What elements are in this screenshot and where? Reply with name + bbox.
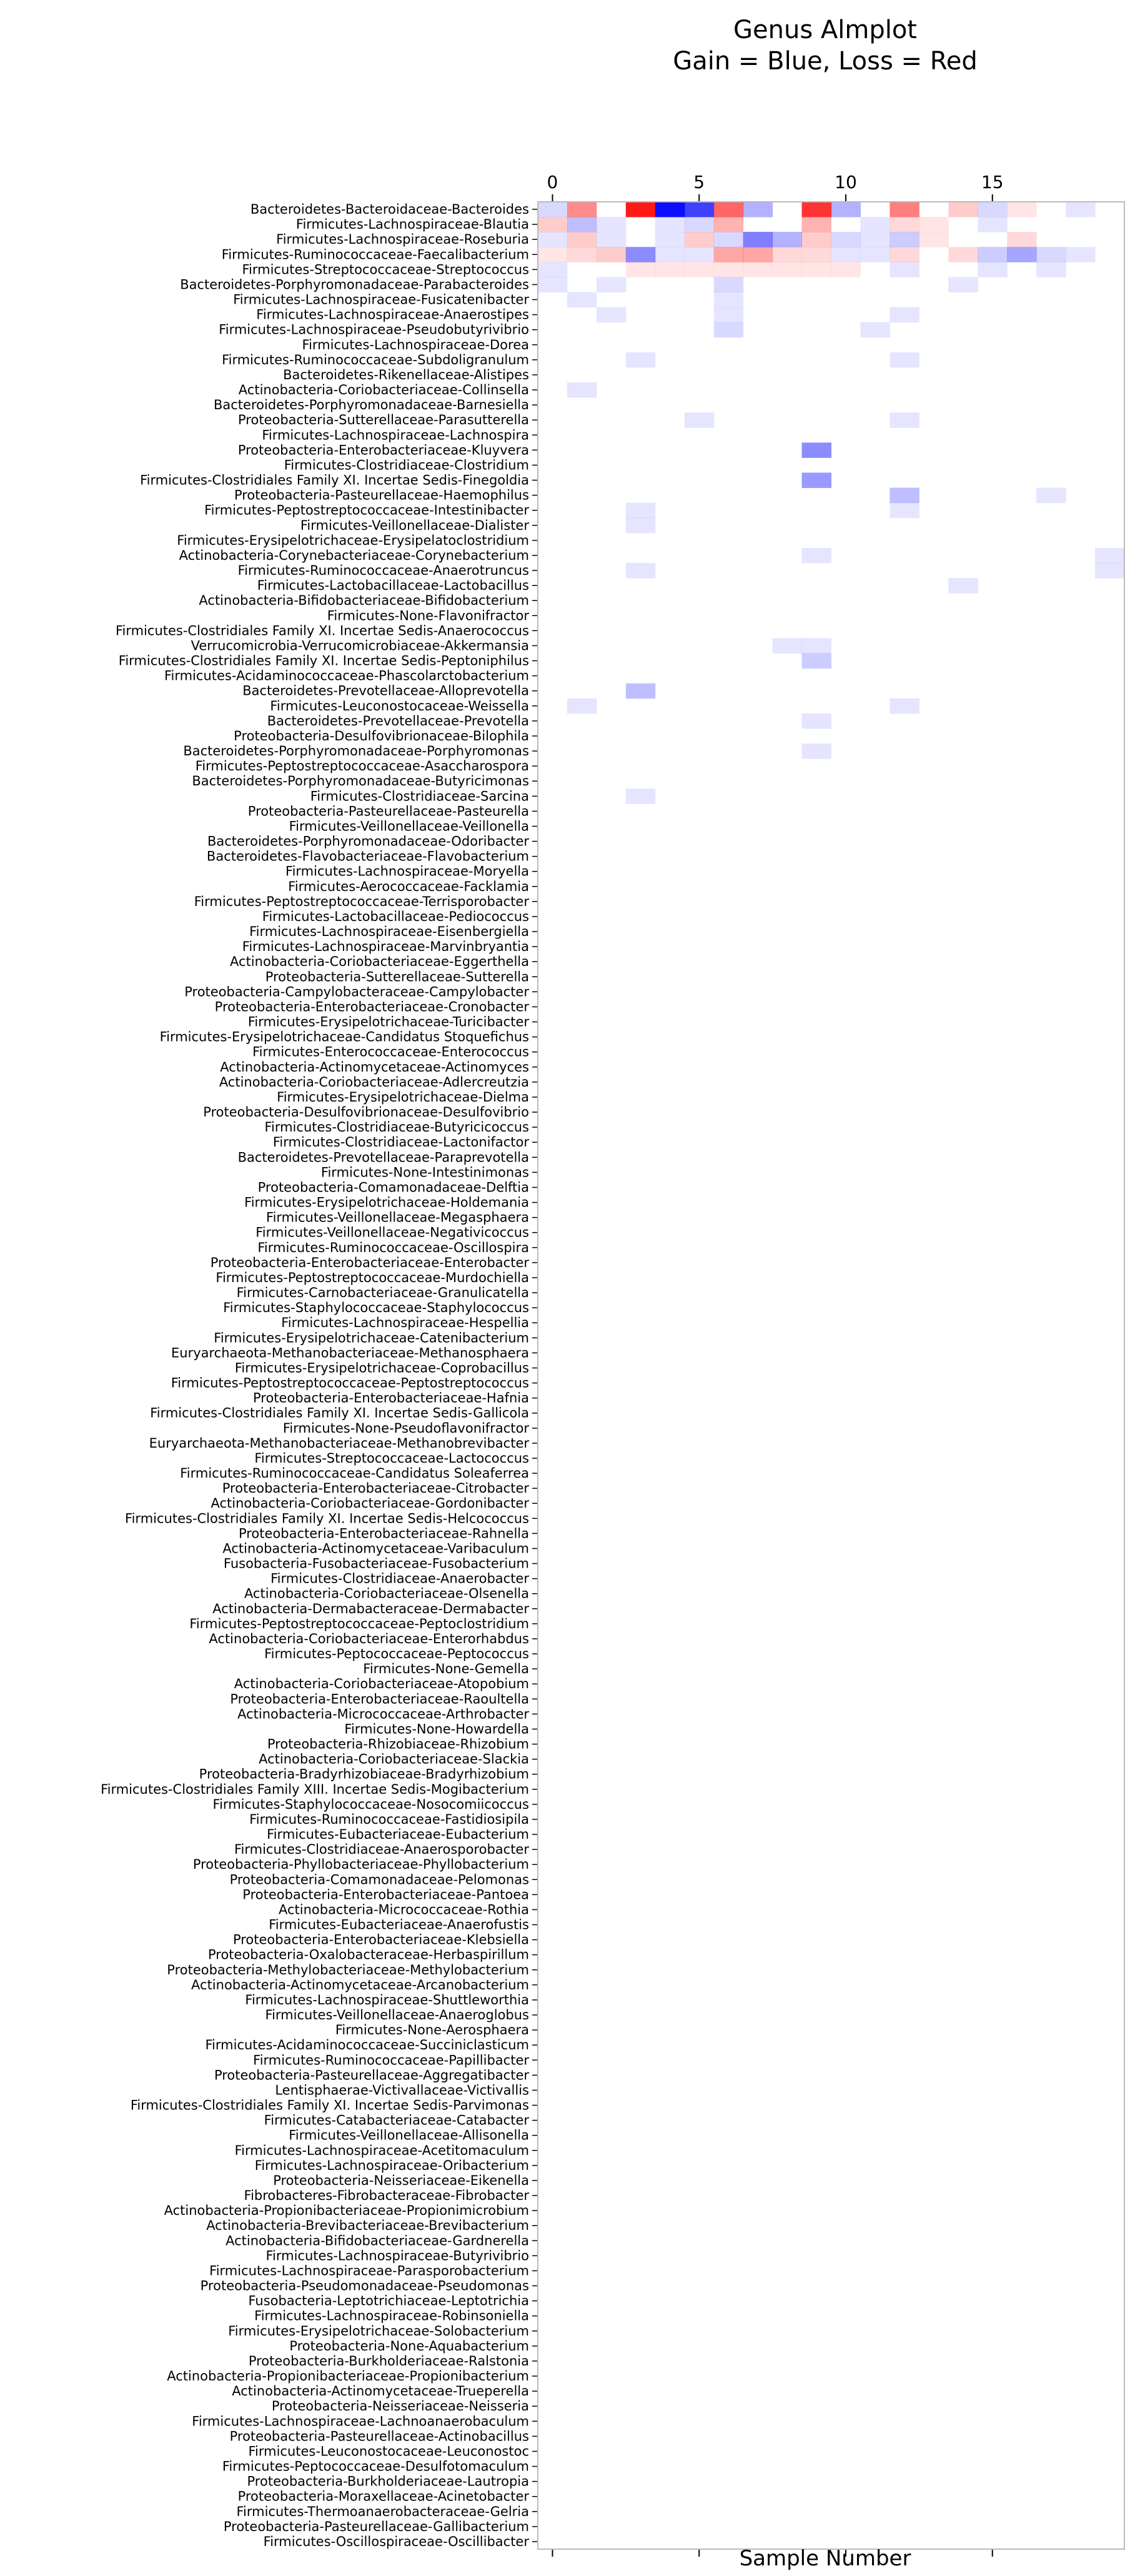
heatmap-cell	[743, 202, 773, 217]
heatmap-cell	[597, 217, 626, 232]
genus-label: Firmicutes-Lactobacillaceae-Lactobacillus	[257, 578, 529, 594]
heatmap-cell	[655, 232, 685, 247]
genus-label: Firmicutes-Eubacteriaceae-Anaerofustis	[269, 1917, 529, 1932]
genus-label: Firmicutes-Lactobacillaceae-Pediococcus	[262, 908, 529, 924]
genus-label: Firmicutes-Veillonellaceae-Veillonella	[289, 818, 529, 834]
heatmap-cell	[860, 247, 890, 262]
heatmap-cell	[626, 684, 655, 699]
chart-title: Genus Almplot	[733, 16, 917, 44]
genus-label: Firmicutes-Veillonellaceae-Anaeroglobus	[265, 2007, 529, 2023]
genus-label: Euryarchaeota-Methanobacteriaceae-Methanobrevibacter	[149, 1435, 529, 1451]
heatmap-cell	[948, 202, 978, 217]
genus-label: Proteobacteria-Bradyrhizobiaceae-Bradyrhizobium	[199, 1766, 529, 1782]
genus-label: Firmicutes-Lachnospiraceae-Pseudobutyrivibrio	[219, 322, 529, 337]
genus-label: Firmicutes-Ruminococcaceae-Papillibacter	[253, 2052, 529, 2068]
genus-label: Proteobacteria-Oxalobacteraceae-Herbaspirillum	[207, 1947, 529, 1962]
heatmap-cells	[538, 202, 1125, 804]
heatmap-cell	[890, 352, 919, 368]
genus-label: Firmicutes-Peptostreptococcaceae-Peptoclostridium	[189, 1616, 529, 1631]
heatmap-cell	[597, 247, 626, 262]
heatmap-cell	[802, 262, 831, 277]
heatmap-cell	[714, 307, 743, 323]
heatmap-cell	[538, 247, 567, 262]
heatmap-cell	[626, 262, 655, 277]
heatmap-cell	[802, 232, 831, 247]
heatmap-cell	[831, 247, 861, 262]
genus-label: Proteobacteria-Burkholderiaceae-Ralstonia	[248, 2353, 529, 2369]
genus-label: Proteobacteria-Sutterellaceae-Sutterella	[265, 969, 529, 985]
genus-label: Firmicutes-Lachnospiraceae-Hespellia	[281, 1315, 529, 1331]
heatmap-cell	[714, 247, 743, 262]
genus-label: Proteobacteria-Enterobacteriaceae-Cronobacter	[214, 999, 529, 1015]
genus-label: Firmicutes-Veillonellaceae-Negativicoccus	[255, 1225, 529, 1240]
genus-label: Actinobacteria-Actinomycetaceae-Arcanobacterium	[191, 1977, 529, 1992]
heatmap-cell	[890, 488, 919, 504]
heatmap-cell	[978, 202, 1007, 217]
genus-label: Firmicutes-Clostridiaceae-Sarcina	[310, 788, 529, 804]
heatmap-cell	[831, 202, 861, 217]
genus-label: Firmicutes-Lachnospiraceae-Dorea	[302, 337, 529, 352]
genus-label: Lentisphaerae-Victivallaceae-Victivallis	[275, 2082, 529, 2098]
heatmap-cell	[626, 503, 655, 519]
genus-label: Firmicutes-None-Flavonifractor	[327, 608, 529, 624]
heatmap-cell	[567, 247, 597, 262]
genus-label: Bacteroidetes-Prevotellaceae-Alloprevotella	[242, 683, 529, 699]
genus-label: Proteobacteria-Phyllobacteriaceae-Phyllobacterium	[192, 1857, 529, 1872]
heatmap-cell	[1036, 488, 1066, 504]
heatmap-cell	[626, 202, 655, 217]
genus-label: Proteobacteria-Comamonadaceae-Pelomonas	[229, 1872, 529, 1887]
genus-label: Actinobacteria-Coriobacteriaceae-Enterorhabdus	[209, 1631, 529, 1646]
genus-label: Firmicutes-Oscillospiraceae-Oscillibacter	[263, 2534, 529, 2549]
genus-label: Firmicutes-Veillonellaceae-Allisonella	[289, 2127, 529, 2143]
heatmap-cell	[860, 232, 890, 247]
heatmap-cell	[802, 548, 831, 564]
genus-label: Firmicutes-Peptostreptococcaceae-Murdochiella	[216, 1270, 529, 1285]
heatmap-cell	[714, 202, 743, 217]
genus-label: Firmicutes-Lachnospiraceae-Anaerostipes	[256, 307, 529, 322]
genus-label: Bacteroidetes-Prevotellaceae-Prevotella	[267, 713, 529, 729]
heatmap-cell	[743, 247, 773, 262]
genus-label: Firmicutes-Erysipelotrichaceae-Turicibacter	[247, 1014, 529, 1030]
genus-label: Actinobacteria-Dermabacteraceae-Dermabacter	[212, 1601, 529, 1616]
genus-label: Firmicutes-Ruminococcaceae-Fastidiosipila	[249, 1811, 529, 1827]
genus-label: Actinobacteria-Coriobacteriaceae-Collinsella	[238, 382, 529, 398]
heatmap-cell	[890, 412, 919, 428]
heatmap-cell	[714, 262, 743, 277]
heatmap-cell	[978, 262, 1007, 277]
heatmap-cell	[948, 578, 978, 594]
genus-label: Actinobacteria-Actinomycetaceae-Trueperella	[232, 2384, 529, 2399]
genus-label: Firmicutes-Staphylococcaceae-Staphylococcus	[223, 1300, 529, 1316]
genus-label: Bacteroidetes-Flavobacteriaceae-Flavobacterium	[206, 848, 529, 864]
heatmap-cell	[714, 322, 743, 338]
genus-label: Firmicutes-Lachnospiraceae-Oribacterium	[254, 2157, 529, 2173]
genus-label: Firmicutes-Erysipelotrichaceae-Solobacterium	[228, 2323, 529, 2339]
heatmap-cell	[948, 247, 978, 262]
genus-label: Verrucomicrobia-Verrucomicrobiaceae-Akkermansia	[191, 638, 529, 654]
genus-label: Firmicutes-Ruminococcaceae-Anaerotruncus	[237, 563, 529, 579]
genus-label: Firmicutes-Clostridiales Family XI. Incertae Sedis-Finegoldia	[140, 472, 529, 488]
genus-label: Firmicutes-Ruminococcaceae-Faecalibacterium	[221, 247, 529, 262]
genus-label: Firmicutes-Leuconostocaceae-Leuconostoc	[248, 2444, 529, 2459]
genus-label: Actinobacteria-Micrococcaceae-Rothia	[278, 1902, 529, 1917]
genus-label: Firmicutes-Peptococcaceae-Peptococcus	[264, 1646, 529, 1662]
genus-label: Firmicutes-None-Intestinimonas	[320, 1165, 529, 1180]
heatmap-cell	[831, 262, 861, 277]
genus-label: Firmicutes-Erysipelotrichaceae-Erysipelatoclostridium	[177, 532, 529, 548]
heatmap-cell	[802, 247, 831, 262]
genus-label: Firmicutes-Lachnospiraceae-Shuttleworthia	[245, 1992, 529, 2007]
genus-label: Proteobacteria-Pseudomonadaceae-Pseudomonas	[200, 2278, 529, 2294]
genus-label: Actinobacteria-Actinomycetaceae-Varibaculum	[222, 1541, 529, 1556]
genus-label: Actinobacteria-Brevibacteriaceae-Brevibacterium	[206, 2218, 529, 2234]
heatmap-cell	[948, 277, 978, 292]
genus-label: Firmicutes-Streptococcaceae-Streptococcus	[242, 262, 529, 277]
heatmap-cell	[802, 442, 831, 458]
genus-label: Firmicutes-Clostridiales Family XI. Incertae Sedis-Gallicola	[150, 1405, 529, 1421]
heatmap-cell	[802, 217, 831, 232]
genus-label: Firmicutes-Clostridiaceae-Lactonifactor	[272, 1135, 529, 1150]
heatmap-cell	[890, 202, 919, 217]
genus-label: Proteobacteria-Pasteurellaceae-Actinobacillus	[229, 2429, 529, 2444]
genus-label: Actinobacteria-Propionibacteriaceae-Propionibacterium	[167, 2369, 529, 2384]
genus-label: Proteobacteria-Neisseriaceae-Eikenella	[273, 2172, 529, 2188]
genus-label: Firmicutes-Acidaminococcaceae-Succiniclasticum	[205, 2037, 529, 2053]
genus-label: Firmicutes-Erysipelotrichaceae-Candidatus Stoquefichus	[159, 1029, 529, 1045]
heatmap-cell	[802, 202, 831, 217]
genus-label: Firmicutes-Catabacteriaceae-Catabacter	[264, 2112, 529, 2128]
genus-label: Fibrobacteres-Fibrobacteraceae-Fibrobacter	[244, 2188, 529, 2204]
genus-label: Firmicutes-Ruminococcaceae-Candidatus Soleaferrea	[180, 1466, 529, 1481]
heatmap-cell	[773, 247, 802, 262]
genus-axis-labels	[101, 202, 538, 2549]
heatmap-cell	[685, 202, 714, 217]
genus-label: Proteobacteria-Enterobacteriaceae-Citrobacter	[222, 1481, 529, 1496]
genus-label: Firmicutes-Clostridiales Family XIII. Incertae Sedis-Mogibacterium	[101, 1781, 529, 1797]
genus-label: Firmicutes-Veillonellaceae-Dialister	[300, 517, 529, 533]
genus-label: Firmicutes-Eubacteriaceae-Eubacterium	[267, 1827, 529, 1842]
genus-label: Firmicutes-Thermoanaerobacteraceae-Gelria	[236, 2504, 529, 2519]
heatmap-cell	[773, 232, 802, 247]
genus-label: Firmicutes-Ruminococcaceae-Oscillospira	[257, 1240, 529, 1255]
genus-label: Bacteroidetes-Porphyromonadaceae-Odoribacter	[207, 833, 529, 849]
heatmap-cell	[890, 307, 919, 323]
genus-label: Firmicutes-Streptococcaceae-Lactococcus	[254, 1450, 529, 1466]
heatmap-cell	[773, 638, 802, 654]
genus-label: Proteobacteria-Pasteurellaceae-Aggregatibacter	[214, 2067, 529, 2083]
genus-label: Actinobacteria-Coriobacteriaceae-Atopobium	[234, 1676, 529, 1692]
heatmap-cell	[626, 352, 655, 368]
genus-label: Firmicutes-None-Howardella	[344, 1721, 529, 1737]
genus-label: Proteobacteria-Burkholderiaceae-Lautropia	[247, 2474, 529, 2489]
heatmap-cell	[802, 714, 831, 729]
genus-label: Actinobacteria-Coriobacteriaceae-Olsenella	[244, 1586, 529, 1601]
x-axis-label: Sample Number	[739, 2546, 911, 2571]
heatmap-cell	[890, 247, 919, 262]
heatmap-cell	[1095, 548, 1124, 564]
genus-label: Bacteroidetes-Porphyromonadaceae-Barnesiella	[213, 397, 529, 413]
genus-label: Firmicutes-Enterococcaceae-Enterococcus	[252, 1044, 529, 1060]
heatmap-cell	[1066, 202, 1095, 217]
genus-label: Firmicutes-Lachnospiraceae-Lachnospira	[262, 427, 529, 443]
heatmap-cell	[714, 292, 743, 308]
heatmap-cell	[538, 202, 567, 217]
genus-label: Proteobacteria-Pasteurellaceae-Gallibacterium	[223, 2519, 529, 2534]
heatmap-cell	[890, 699, 919, 714]
heatmap-cell	[538, 262, 567, 277]
genus-label: Firmicutes-Lachnospiraceae-Lachnoanaerobaculum	[192, 2414, 529, 2429]
heatmap-cell	[655, 202, 685, 217]
genus-label: Firmicutes-Erysipelotrichaceae-Coprobacillus	[234, 1360, 529, 1376]
genus-label: Firmicutes-None-Aerosphaera	[335, 2022, 529, 2038]
genus-label: Firmicutes-Clostridiaceae-Butyricicoccus	[264, 1120, 529, 1135]
genus-label: Firmicutes-Lachnospiraceae-Marvinbryantia	[242, 939, 529, 955]
heatmap-cell	[860, 217, 890, 232]
heatmap-cell	[597, 277, 626, 292]
x-tick-label: 0	[547, 172, 558, 192]
heatmap-cell	[538, 232, 567, 247]
genus-label: Bacteroidetes-Prevotellaceae-Paraprevotella	[237, 1150, 529, 1165]
genus-label: Firmicutes-Erysipelotrichaceae-Catenibacterium	[214, 1330, 529, 1346]
genus-label: Bacteroidetes-Bacteroidaceae-Bacteroides	[250, 202, 529, 217]
genus-label: Firmicutes-Carnobacteriaceae-Granulicatella	[236, 1285, 529, 1301]
genus-label: Proteobacteria-Desulfovibrionaceae-Bilophila	[234, 728, 529, 743]
genus-label: Bacteroidetes-Porphyromonadaceae-Butyricimonas	[192, 773, 529, 789]
heatmap-cell	[597, 232, 626, 247]
heatmap-cell	[802, 473, 831, 489]
heatmap-cell	[685, 217, 714, 232]
genus-label: Fusobacteria-Leptotrichiaceae-Leptotrichia	[248, 2293, 529, 2309]
heatmap-cell	[860, 322, 890, 338]
heatmap-cell	[1007, 232, 1036, 247]
x-tick-label: 15	[981, 172, 1004, 192]
genus-label: Firmicutes-Lachnospiraceae-Parasporobacterium	[209, 2263, 529, 2279]
genus-label: Firmicutes-Leuconostocaceae-Weissella	[270, 698, 529, 714]
genus-label: Bacteroidetes-Rikenellaceae-Alistipes	[283, 367, 529, 382]
heatmap-cell	[685, 412, 714, 428]
heatmap-cell	[890, 232, 919, 247]
heatmap-cell	[567, 292, 597, 308]
genus-label: Firmicutes-None-Pseudoflavonifractor	[282, 1420, 529, 1436]
genus-label: Actinobacteria-Coriobacteriaceae-Slackia	[259, 1751, 529, 1767]
heatmap-cell	[802, 654, 831, 669]
chart-subtitle: Gain = Blue, Loss = Red	[673, 47, 978, 76]
heatmap-cell	[919, 232, 948, 247]
genus-label: Firmicutes-None-Gemella	[363, 1661, 529, 1677]
genus-label: Proteobacteria-Methylobacteriaceae-Methylobacterium	[167, 1962, 529, 1977]
heatmap-cell	[567, 202, 597, 217]
genus-label: Proteobacteria-Sutterellaceae-Parasutterella	[238, 412, 529, 428]
heatmap-cell	[978, 217, 1007, 232]
genus-label: Proteobacteria-Moraxellaceae-Acinetobacter	[237, 2489, 529, 2504]
genus-label: Fusobacteria-Fusobacteriaceae-Fusobacterium	[223, 1556, 529, 1571]
genus-label: Firmicutes-Aerococcaceae-Facklamia	[288, 878, 529, 894]
sample-axis	[547, 172, 1004, 2557]
heatmap-cell	[890, 217, 919, 232]
heatmap-cell	[743, 232, 773, 247]
genus-label: Firmicutes-Clostridiales Family XI. Incertae Sedis-Parvimonas	[130, 2097, 529, 2113]
genus-label: Firmicutes-Lachnospiraceae-Robinsoniella	[254, 2308, 529, 2324]
genus-label: Firmicutes-Peptostreptococcaceae-Peptostreptococcus	[171, 1375, 529, 1391]
genus-label: Firmicutes-Lachnospiraceae-Fusicatenibacter	[233, 292, 529, 307]
x-tick-label: 10	[835, 172, 857, 192]
heatmap-cell	[685, 262, 714, 277]
heatmap-cell	[773, 262, 802, 277]
genus-label: Proteobacteria-Pasteurellaceae-Haemophilus	[234, 487, 529, 503]
heatmap-cell	[1007, 247, 1036, 262]
genus-label: Firmicutes-Clostridiales Family XI. Incertae Sedis-Peptoniphilus	[118, 653, 529, 669]
heatmap-cell	[626, 518, 655, 534]
genus-label: Euryarchaeota-Methanobacteriaceae-Methanosphaera	[171, 1345, 529, 1361]
genus-label: Firmicutes-Lachnospiraceae-Eisenbergiella	[249, 924, 529, 940]
heatmap-cell	[1066, 247, 1095, 262]
genus-label: Proteobacteria-Neisseriaceae-Neisseria	[271, 2399, 529, 2414]
genus-label: Proteobacteria-Campylobacteraceae-Campylobacter	[184, 984, 529, 1000]
genus-label: Firmicutes-Peptostreptococcaceae-Terrisporobacter	[194, 893, 529, 909]
genus-label: Proteobacteria-Enterobacteriaceae-Klebsiella	[232, 1932, 529, 1947]
heatmap-cell	[714, 232, 743, 247]
genus-label: Firmicutes-Acidaminococcaceae-Phascolarctobacterium	[164, 668, 529, 684]
heatmap-cell	[655, 262, 685, 277]
genus-label: Bacteroidetes-Porphyromonadaceae-Porphyromonas	[183, 743, 529, 759]
genus-label: Proteobacteria-Enterobacteriaceae-Raoultella	[230, 1691, 529, 1707]
heatmap-cell	[890, 262, 919, 277]
heatmap-cell	[743, 262, 773, 277]
genus-label: Firmicutes-Clostridiaceae-Anaerosporobacter	[234, 1842, 529, 1857]
genus-label: Firmicutes-Lachnospiraceae-Blautia	[295, 217, 529, 232]
genus-label: Proteobacteria-Pasteurellaceae-Pasteurella	[247, 803, 529, 819]
genus-label: Firmicutes-Clostridiaceae-Anaerobacter	[270, 1571, 529, 1586]
genus-label: Actinobacteria-Corynebacteriaceae-Corynebacterium	[179, 547, 529, 563]
heatmap-cell	[890, 503, 919, 519]
genus-label: Actinobacteria-Micrococcaceae-Arthrobacter	[237, 1706, 529, 1722]
x-tick-label: 5	[693, 172, 705, 192]
heatmap-cell	[1095, 563, 1124, 579]
genus-label: Proteobacteria-None-Aquabacterium	[289, 2338, 529, 2354]
genus-label: Proteobacteria-Enterobacteriaceae-Enterobacter	[210, 1255, 529, 1270]
heatmap-cell	[685, 247, 714, 262]
genus-label: Actinobacteria-Coriobacteriaceae-Adlercreutzia	[219, 1074, 529, 1090]
genus-label: Proteobacteria-Comamonadaceae-Delftia	[257, 1180, 529, 1195]
genus-label: Actinobacteria-Bifidobacteriaceae-Gardnerella	[226, 2233, 529, 2249]
heatmap-cell	[714, 277, 743, 292]
genus-label: Proteobacteria-Enterobacteriaceae-Kluyvera	[237, 442, 529, 458]
genus-label: Firmicutes-Peptostreptococcaceae-Intestinibacter	[204, 502, 529, 518]
heatmap-cell	[626, 788, 655, 804]
genus-label: Firmicutes-Staphylococcaceae-Nosocomiicoccus	[212, 1796, 529, 1812]
heatmap-cell	[714, 217, 743, 232]
genus-label: Firmicutes-Clostridiales Family XI. Incertae Sedis-Anaerococcus	[115, 623, 529, 639]
heatmap-cell	[1007, 202, 1036, 217]
genus-label: Firmicutes-Erysipelotrichaceae-Dielma	[277, 1089, 529, 1105]
genus-label: Proteobacteria-Enterobacteriaceae-Pantoea	[242, 1887, 529, 1902]
genus-label: Actinobacteria-Coriobacteriaceae-Eggerthella	[230, 954, 529, 970]
genus-label: Proteobacteria-Desulfovibrionaceae-Desulfovibrio	[203, 1105, 529, 1120]
genus-label: Firmicutes-Erysipelotrichaceae-Holdemania	[244, 1195, 529, 1210]
heatmap-cell	[626, 247, 655, 262]
heatmap-cell	[567, 382, 597, 398]
genus-label: Firmicutes-Clostridiaceae-Clostridium	[284, 457, 529, 473]
genus-label: Actinobacteria-Actinomycetaceae-Actinomyces	[220, 1059, 529, 1075]
genus-label: Firmicutes-Peptococcaceae-Desulfotomaculum	[222, 2459, 529, 2474]
genus-label: Firmicutes-Clostridiales Family XI. Incertae Sedis-Helcococcus	[125, 1511, 529, 1526]
heatmap-cell	[538, 217, 567, 232]
genus-label: Proteobacteria-Enterobacteriaceae-Hafnia	[252, 1390, 529, 1406]
heatmap-cell	[567, 217, 597, 232]
genus-label: Firmicutes-Ruminococcaceae-Subdoligranulum	[222, 352, 529, 367]
heatmap-cell	[978, 247, 1007, 262]
heatmap-cell	[655, 217, 685, 232]
heatmap-cell	[1036, 262, 1066, 277]
genus-label: Firmicutes-Lachnospiraceae-Butyrivibrio	[265, 2248, 529, 2264]
heatmap-cell	[655, 247, 685, 262]
genus-label: Proteobacteria-Enterobacteriaceae-Rahnella	[238, 1526, 529, 1541]
genus-label: Firmicutes-Lachnospiraceae-Roseburia	[276, 232, 529, 247]
heatmap-cell	[567, 232, 597, 247]
genus-label: Firmicutes-Lachnospiraceae-Acetitomaculum	[234, 2142, 529, 2158]
heatmap-cell	[919, 217, 948, 232]
genus-label: Firmicutes-Peptostreptococcaceae-Asaccharospora	[195, 758, 529, 774]
heatmap-cell	[626, 563, 655, 579]
heatmap-cell	[1036, 247, 1066, 262]
genus-label: Firmicutes-Veillonellaceae-Megasphaera	[266, 1210, 529, 1225]
heatmap-cell	[567, 699, 597, 714]
heatmap-cell	[685, 232, 714, 247]
heatmap-cell	[538, 277, 567, 292]
genus-label: Firmicutes-Lachnospiraceae-Moryella	[285, 863, 529, 879]
genus-label: Bacteroidetes-Porphyromonadaceae-Parabacteroides	[180, 277, 529, 292]
heatmap-cell	[802, 743, 831, 759]
genus-label: Actinobacteria-Coriobacteriaceae-Gordonibacter	[211, 1496, 529, 1511]
heatmap-cell	[831, 232, 861, 247]
heatmap-cell	[597, 307, 626, 323]
genus-label: Proteobacteria-Rhizobiaceae-Rhizobium	[267, 1736, 529, 1752]
heatmap-cell	[802, 638, 831, 654]
genus-label: Actinobacteria-Propionibacteriaceae-Propionimicrobium	[164, 2203, 529, 2219]
genus-label: Actinobacteria-Bifidobacteriaceae-Bifidobacterium	[199, 593, 529, 609]
